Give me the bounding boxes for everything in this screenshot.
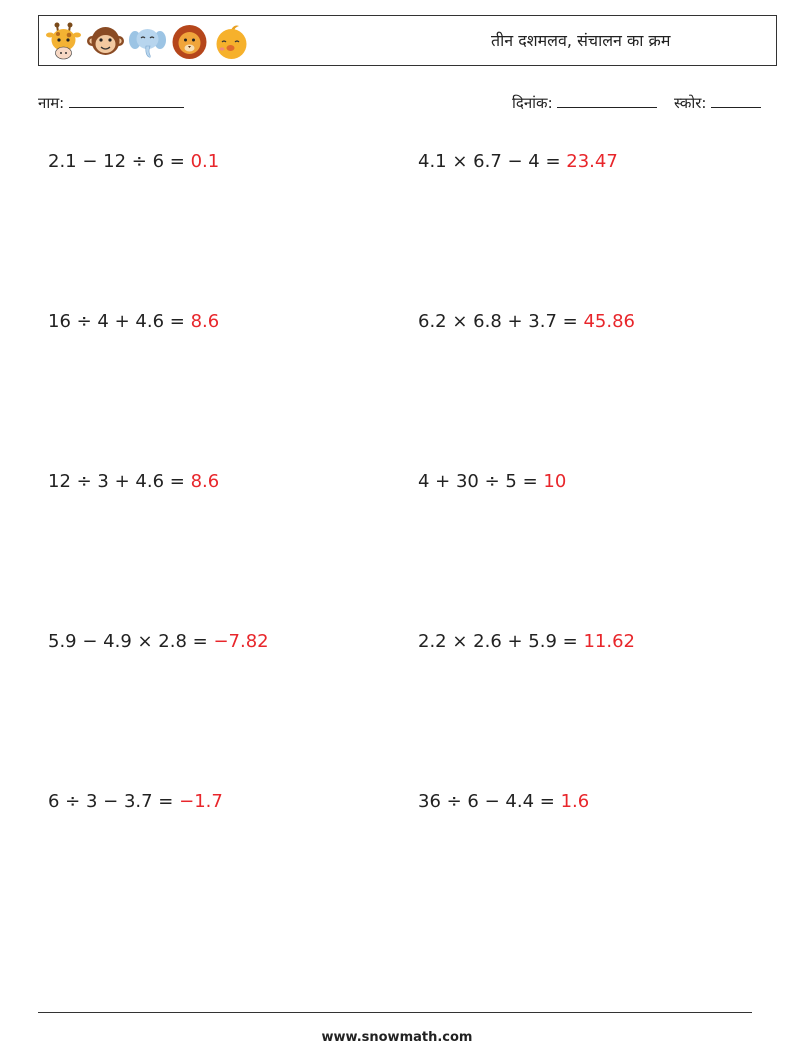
problem-7	[48, 631, 269, 652]
problem-4	[418, 311, 635, 332]
problem-answer: 8.6	[190, 471, 220, 492]
problem-answer: 1.6	[560, 791, 590, 812]
monkey-icon	[87, 22, 124, 62]
problem-5	[48, 471, 219, 492]
score-blank[interactable]	[711, 93, 761, 108]
elephant-icon	[129, 22, 166, 62]
date-blank[interactable]	[557, 93, 657, 108]
problem-8	[418, 631, 635, 652]
problem-answer: 23.47	[566, 151, 618, 172]
footer-divider	[38, 1012, 752, 1013]
problem-answer: 8.6	[190, 311, 220, 332]
date-label: दिनांक:	[512, 94, 553, 112]
problem-expression: 12 ÷ 3 + 4.6 =	[48, 471, 191, 492]
name-blank[interactable]	[69, 93, 184, 108]
problem-expression: 36 ÷ 6 − 4.4 =	[418, 791, 561, 812]
name-label: नाम:	[38, 94, 65, 112]
problem-expression: 6 ÷ 3 − 3.7 =	[48, 791, 180, 812]
lion-icon	[171, 22, 208, 62]
problem-answer: −1.7	[179, 791, 223, 812]
problem-6	[418, 471, 566, 492]
worksheet-title: तीन दशमलव, संचालन का क्रम	[491, 31, 671, 50]
problem-expression: 16 ÷ 4 + 4.6 =	[48, 311, 191, 332]
problem-1	[48, 151, 219, 172]
problem-expression: 6.2 × 6.8 + 3.7 =	[418, 311, 584, 332]
problem-answer: 0.1	[190, 151, 220, 172]
chick-icon	[213, 22, 250, 62]
giraffe-icon	[45, 22, 82, 62]
worksheet-header	[38, 15, 777, 66]
problem-expression: 5.9 − 4.9 × 2.8 =	[48, 631, 214, 652]
problem-9	[48, 791, 223, 812]
problem-answer: −7.82	[213, 631, 269, 652]
name-field	[38, 93, 184, 113]
problem-2	[418, 151, 618, 172]
animal-icons	[45, 22, 250, 62]
footer-url[interactable]: www.snowmath.com	[321, 1030, 473, 1045]
problem-answer: 10	[543, 471, 567, 492]
problem-10	[418, 791, 589, 812]
problem-expression: 4 + 30 ÷ 5 =	[418, 471, 544, 492]
problem-3	[48, 311, 219, 332]
score-label: स्कोर:	[673, 94, 707, 112]
problem-expression: 4.1 × 6.7 − 4 =	[418, 151, 567, 172]
date-score-fields	[512, 93, 761, 113]
problem-expression: 2.2 × 2.6 + 5.9 =	[418, 631, 584, 652]
problem-answer: 11.62	[583, 631, 635, 652]
problem-answer: 45.86	[583, 311, 635, 332]
problem-expression: 2.1 − 12 ÷ 6 =	[48, 151, 191, 172]
